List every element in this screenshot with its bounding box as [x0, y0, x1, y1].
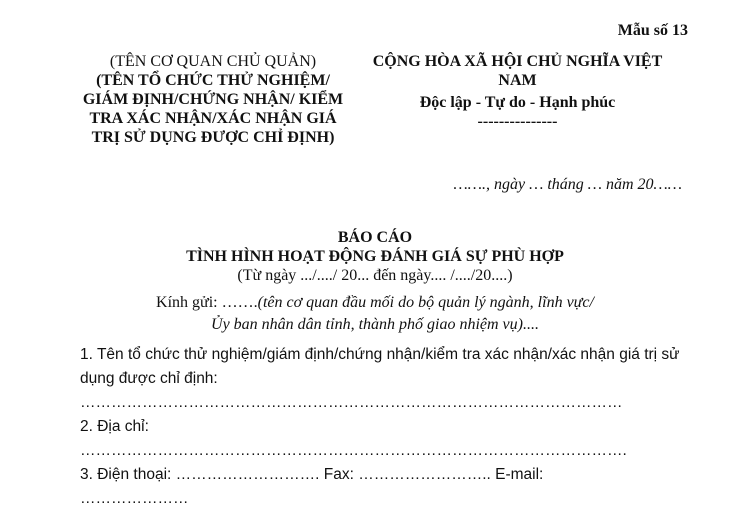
organization-name: (TÊN TỔ CHỨC THỬ NGHIỆM/ GIÁM ĐỊNH/CHỨNG NHẬN/ KIỂM TRA XÁC NHẬN/XÁC NHẬN GIÁ TRỊ SỬ DỤNG ĐƯỢC CHỈ ĐỊNH)	[82, 72, 344, 146]
recipient-block	[0, 292, 750, 336]
report-subtitle: TÌNH HÌNH HOẠT ĐỘNG ĐÁNH GIÁ SỰ PHÙ HỢP	[186, 248, 564, 265]
form-number: Mẫu số 13	[617, 22, 688, 39]
national-motto: Độc lập - Tự do - Hạnh phúc	[419, 94, 616, 111]
field-address-label: 2. Địa chỉ:	[80, 418, 149, 435]
field-contact-line: 3. Điện thoại: ………………………. Fax: …………………….. E-mail:	[80, 466, 544, 483]
report-title: BÁO CÁO	[337, 229, 413, 246]
field-organization-name-label-cont: dụng được chỉ định:	[80, 370, 218, 387]
date-line: ……., ngày … tháng … năm 20……	[453, 176, 682, 193]
recipient-note-line1: (tên cơ quan đầu mối do bộ quản lý ngành, lĩnh vực/	[257, 294, 594, 311]
parent-agency-name: (TÊN CƠ QUAN CHỦ QUẢN)	[109, 53, 317, 70]
motto-underline: ---------------	[477, 113, 558, 130]
national-header	[355, 52, 680, 131]
field-organization-name-blank: ……………………………………………………………………………………………	[80, 394, 623, 411]
nation-name: CỘNG HÒA XÃ HỘI CHỦ NGHĨA VIỆT NAM	[372, 53, 663, 89]
recipient-label: Kính gửi: …….	[156, 294, 258, 311]
field-email-blank: …………………	[80, 490, 189, 507]
issuing-organization-header	[78, 52, 348, 147]
field-address-blank: …………………………………………………………………………………………….	[80, 442, 627, 459]
report-fields	[80, 343, 700, 511]
recipient-note-line2: Ủy ban nhân dân tỉnh, thành phố giao nhiệm vụ)....	[211, 316, 539, 333]
report-period: (Từ ngày .../..../ 20... đến ngày.... /..../20....)	[237, 267, 513, 284]
report-title-block	[0, 228, 750, 285]
field-organization-name-label: 1. Tên tổ chức thử nghiệm/giám định/chứng nhận/kiểm tra xác nhận/xác nhận giá trị sử	[80, 346, 680, 363]
